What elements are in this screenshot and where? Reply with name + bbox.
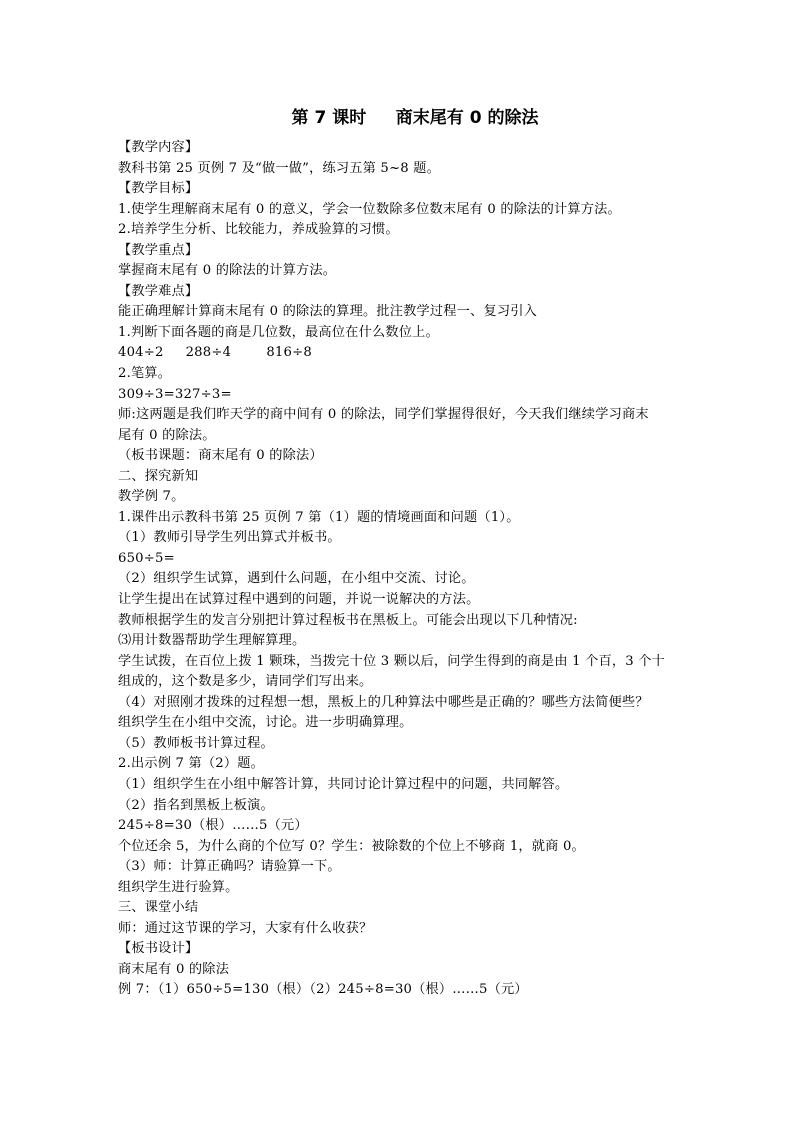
section-heading-content: 【教学内容】 xyxy=(118,140,199,155)
paragraph: 245÷8=30（根）……5（元） xyxy=(118,818,308,834)
section-heading: 三、课堂小结 xyxy=(118,900,199,916)
paragraph: （5）教师板书计算过程。 xyxy=(118,735,274,751)
page-title: 第 7 课时 商末尾有 0 的除法 xyxy=(291,108,539,128)
paragraph: 650÷5= xyxy=(118,550,175,566)
paragraph: 掌握商末尾有 0 的除法的计算方法。 xyxy=(118,263,337,279)
paragraph: 404÷2 288÷4 816÷8 xyxy=(118,345,312,361)
paragraph: 教师根据学生的发言分别把计算过程板书在黑板上。可能会出现以下几种情况: xyxy=(118,612,578,628)
paragraph: 1.课件出示教科书第 25 页例 7 第（1）题的情境画面和问题（1）。 xyxy=(118,509,520,525)
section-heading: 二、探究新知 xyxy=(118,468,199,484)
paragraph: 商末尾有 0 的除法 xyxy=(118,961,230,977)
section-heading-board-design: 【板书设计】 xyxy=(118,941,199,957)
section-heading-goals: 【教学目标】 xyxy=(118,181,199,197)
paragraph: 组成的，这个数是多少，请同学们写出来。 xyxy=(118,674,373,690)
paragraph: 组织学生进行验算。 xyxy=(118,879,239,895)
paragraph: ⑶用计数器帮助学生理解算理。 xyxy=(118,633,306,649)
paragraph: 1.使学生理解商末尾有 0 的意义，学会一位数除多位数末尾有 0 的除法的计算方法。 xyxy=(118,201,621,217)
document-page xyxy=(118,106,688,1001)
paragraph: （2）组织学生试算，遇到什么问题，在小组中交流、讨论。 xyxy=(118,571,475,587)
paragraph: （1）教师引导学生列出算式并板书。 xyxy=(118,530,341,546)
paragraph: （1）组织学生在小组中解答计算，共同讨论计算过程中的问题，共同解答。 xyxy=(118,776,569,792)
paragraph: 309÷3=327÷3= xyxy=(118,386,232,402)
paragraph: （板书课题：商末尾有 0 的除法） xyxy=(118,448,323,464)
paragraph: 尾有 0 的除法。 xyxy=(118,427,216,443)
paragraph: （4）对照刚才拨珠的过程想一想，黑板上的几种算法中哪些是正确的？哪些方法简便些？ xyxy=(118,694,649,710)
paragraph: 2.培养学生分析、比较能力，养成验算的习惯。 xyxy=(118,222,399,238)
paragraph: 组织学生在小组中交流，讨论。进一步明确算理。 xyxy=(118,715,413,731)
paragraph: 能正确理解计算商末尾有 0 的除法的算理。批注教学过程一、复习引入 xyxy=(118,304,537,320)
paragraph: 师：通过这节课的学习，大家有什么收获？ xyxy=(118,920,373,936)
paragraph: 学生试拨，在百位上拨 1 颗珠，当拨完十位 3 颗以后，问学生得到的商是由 1 个百，3 个十 xyxy=(118,653,666,669)
section-heading-focus: 【教学重点】 xyxy=(118,242,199,258)
paragraph: （2）指名到黑板上板演。 xyxy=(118,797,274,813)
paragraph: 2.笔算。 xyxy=(118,366,172,382)
paragraph: 个位还余 5，为什么商的个位写 0？学生：被除数的个位上不够商 1，就商 0。 xyxy=(118,838,585,854)
paragraph: 教科书第 25 页例 7 及“做一做”，练习五第 5~8 题。 xyxy=(118,160,441,176)
paragraph: 让学生提出在试算过程中遇到的问题，并说一说解决的方法。 xyxy=(118,592,480,608)
paragraph: 2.出示例 7 第（2）题。 xyxy=(118,756,265,772)
section-heading-difficulty: 【教学难点】 xyxy=(118,283,199,299)
paragraph: 1.判断下面各题的商是几位数，最高位在什么数位上。 xyxy=(118,324,439,340)
paragraph: （3）师：计算正确吗？请验算一下。 xyxy=(118,859,341,875)
paragraph: 例 7：（1）650÷5=130（根）（2）245÷8=30（根）……5（元） xyxy=(118,982,528,998)
paragraph: 教学例 7。 xyxy=(118,489,185,505)
paragraph: 师:这两题是我们昨天学的商中间有 0 的除法，同学们掌握得很好，今天我们继续学习商末 xyxy=(118,407,649,423)
